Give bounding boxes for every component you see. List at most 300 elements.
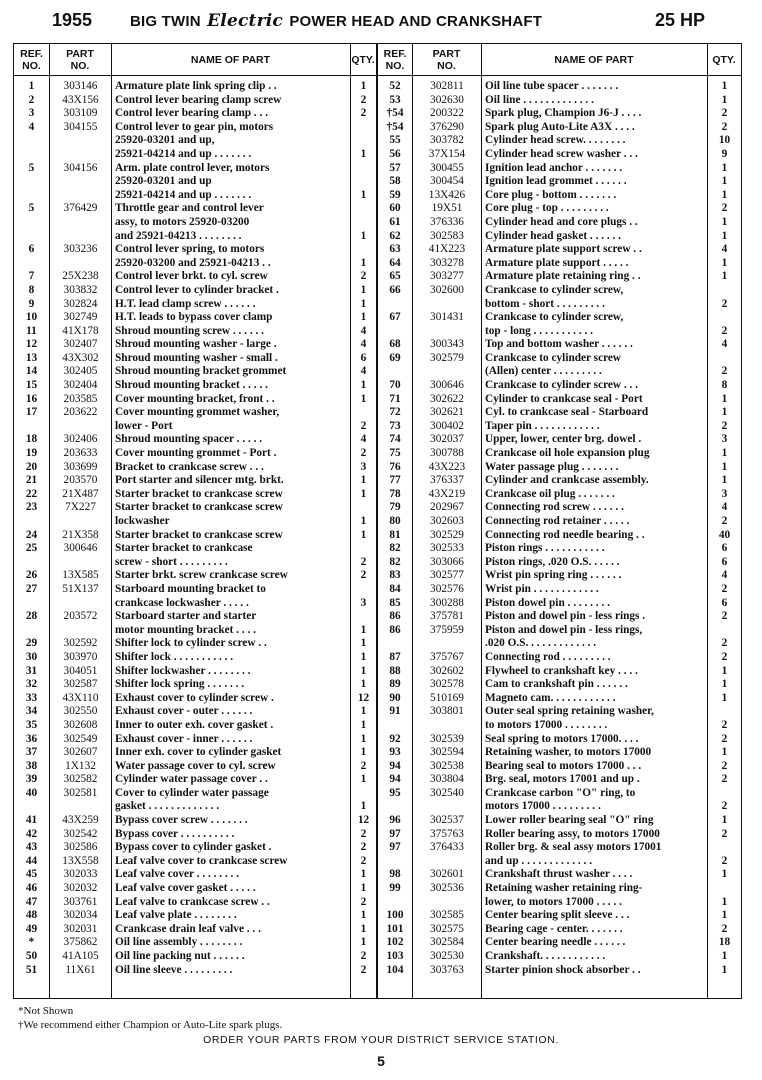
ref-number: 35 — [25, 718, 38, 731]
table-row — [14, 665, 376, 679]
table-row — [14, 515, 376, 529]
part-name: Piston rings, .020 O.S. . . . . . — [485, 555, 620, 568]
ref-number: 52 — [389, 80, 401, 92]
part-name: Starter brkt. screw crankcase screw — [115, 569, 288, 582]
table-row — [14, 379, 376, 393]
quantity: 1 — [360, 487, 367, 500]
part-name: gasket . . . . . . . . . . . . . — [115, 800, 220, 813]
ref-number: 87 — [389, 650, 401, 663]
part-number: 202967 — [430, 501, 464, 514]
quantity: 2 — [721, 773, 728, 786]
table-row — [378, 569, 741, 583]
part-number: 300646 — [63, 542, 98, 555]
ref-number: 13 — [25, 351, 38, 364]
table-row — [14, 692, 376, 706]
ref-number: 77 — [389, 474, 401, 487]
part-name: Bypass cover . . . . . . . . . . — [115, 827, 235, 840]
table-row — [378, 705, 741, 719]
table-row — [14, 651, 376, 665]
table-row — [14, 406, 376, 420]
ref-number: 2 — [28, 93, 35, 106]
ref-number: 89 — [389, 678, 401, 691]
part-name: Shroud mounting screw . . . . . . — [115, 324, 264, 337]
title-script-logo: Electric — [207, 11, 283, 31]
part-name: and up . . . . . . . . . . . . . — [485, 854, 593, 867]
ref-number: 79 — [389, 501, 401, 514]
ref-number: 67 — [389, 311, 401, 324]
part-number: 203570 — [63, 474, 98, 487]
part-name: Connecting rod . . . . . . . . . — [485, 650, 611, 663]
ref-number: 80 — [389, 515, 401, 527]
part-number: 41X178 — [62, 324, 99, 337]
ref-number: 14 — [25, 365, 38, 378]
part-name: Oil line sleeve . . . . . . . . . — [115, 963, 233, 976]
part-number: 300402 — [430, 419, 464, 432]
ref-number: 19 — [25, 447, 38, 460]
part-name: Shifter lock to cylinder screw . . — [115, 637, 267, 650]
quantity: 1 — [721, 406, 728, 419]
quantity: 2 — [721, 297, 728, 310]
ref-number: 36 — [25, 732, 38, 745]
part-name: Cover mounting grommet washer, — [115, 406, 280, 419]
part-name: motors 17000 . . . . . . . . . — [485, 800, 601, 813]
ref-number: 6 — [28, 243, 35, 256]
part-name: Crankcase to cylinder screw, — [485, 283, 624, 296]
quantity: 9 — [721, 147, 728, 160]
part-number: 303763 — [430, 963, 464, 976]
part-number: 375862 — [63, 936, 98, 949]
part-number: 303236 — [63, 243, 98, 256]
quantity: 2 — [721, 610, 728, 623]
part-name: Armature plate retaining ring . . — [485, 270, 641, 283]
quantity: 1 — [360, 515, 367, 527]
part-number: 302583 — [430, 229, 464, 242]
quantity: 2 — [360, 963, 367, 976]
table-row — [14, 950, 376, 964]
table-row — [378, 529, 741, 543]
quantity: 2 — [721, 854, 728, 867]
quantity: 12 — [357, 814, 370, 827]
quantity: 1 — [721, 474, 728, 487]
part-name: Armature plate support . . . . . — [485, 256, 629, 269]
ref-number: †54 — [386, 107, 404, 120]
part-name: Oil line packing nut . . . . . . — [115, 950, 245, 962]
part-number: 302592 — [63, 637, 98, 650]
quantity: 2 — [721, 107, 728, 120]
year: 1955 — [52, 10, 93, 30]
ref-number: 38 — [25, 759, 38, 772]
part-name: Flywheel to crankshaft key . . . . — [485, 664, 638, 677]
part-name: Bearing cage - center. . . . . . . — [485, 922, 623, 935]
quantity: 1 — [721, 909, 728, 922]
table-row — [378, 882, 741, 896]
table-row — [378, 800, 741, 814]
ref-number: 83 — [389, 569, 401, 582]
quantity: 3 — [360, 460, 367, 473]
table-row — [378, 610, 741, 624]
part-name: Throttle gear and control lever — [115, 202, 264, 215]
part-number: 302600 — [430, 283, 464, 296]
table-row — [378, 828, 741, 842]
part-number: 302404 — [63, 379, 98, 392]
part-number: 203585 — [63, 392, 98, 405]
quantity: 2 — [360, 555, 367, 568]
part-name: Piston and dowel pin - less rings, — [485, 623, 643, 636]
part-number: 303278 — [430, 256, 464, 269]
quantity: 2 — [721, 365, 728, 378]
quantity: 1 — [360, 392, 367, 405]
ref-number: 30 — [25, 650, 38, 663]
part-number: 37X154 — [428, 147, 466, 160]
table-row — [14, 583, 376, 597]
quantity: 2 — [721, 650, 728, 663]
table-row — [14, 719, 376, 733]
parts-table-left — [13, 43, 377, 999]
ref-number: 78 — [389, 487, 401, 500]
part-number: 302536 — [430, 882, 464, 895]
part-number: 7X227 — [65, 501, 96, 514]
quantity: 3 — [721, 487, 728, 500]
part-number: 300454 — [430, 175, 464, 188]
ref-number: 31 — [25, 664, 38, 677]
part-number: 375763 — [430, 827, 464, 840]
part-number: 304156 — [63, 161, 98, 174]
part-name: H.T. lead clamp screw . . . . . . — [115, 297, 256, 310]
table-row — [378, 678, 741, 692]
quantity: 2 — [360, 827, 367, 840]
part-name: Leaf valve cover . . . . . . . . — [115, 868, 240, 881]
table-row — [14, 257, 376, 271]
quantity: 1 — [360, 297, 367, 310]
part-name: Crankcase to cylinder screw, — [485, 311, 624, 324]
ref-number: 63 — [389, 243, 401, 256]
part-name: Brg. seal, motors 17001 and up . — [485, 773, 640, 786]
table-row — [378, 121, 741, 135]
header-qty: QTY. — [712, 53, 736, 66]
part-name: Control lever brkt. to cyl. screw — [115, 270, 268, 283]
ref-number: 73 — [389, 419, 401, 432]
table-row — [14, 678, 376, 692]
table-row — [14, 162, 376, 176]
page-header — [0, 8, 762, 36]
ref-number: 4 — [28, 120, 35, 133]
part-name: Wrist pin . . . . . . . . . . . . — [485, 582, 599, 595]
part-name: Armature plate link spring clip . . — [115, 80, 277, 92]
part-number: 41X223 — [428, 243, 466, 256]
ref-number: 47 — [25, 895, 38, 908]
part-number: 302579 — [430, 351, 464, 364]
quantity: 1 — [360, 882, 367, 895]
part-name: Shroud mounting washer - large . — [115, 338, 277, 351]
quantity: 10 — [718, 134, 731, 147]
part-name: Shifter lock spring . . . . . . . — [115, 678, 245, 691]
quantity: 1 — [721, 93, 728, 106]
quantity: 1 — [721, 746, 728, 759]
part-name: Roller brg. & seal assy motors 17001 — [485, 841, 662, 854]
table-row — [14, 121, 376, 135]
part-name: lower, to motors 17000 . . . . . — [485, 895, 623, 908]
part-number: 302587 — [63, 678, 98, 691]
table-row — [378, 746, 741, 760]
part-number: 43X223 — [428, 460, 466, 473]
table-row — [14, 746, 376, 760]
order-notice: ORDER YOUR PARTS FROM YOUR DISTRICT SERVICE STATION. — [203, 1034, 559, 1046]
quantity: 1 — [360, 705, 367, 718]
table-row — [14, 501, 376, 515]
part-number: 302540 — [430, 786, 464, 799]
part-number: 303804 — [430, 773, 464, 786]
ref-number: 66 — [389, 283, 401, 296]
ref-number: 7 — [28, 270, 35, 283]
part-number: 304155 — [63, 120, 98, 133]
part-name: Starter bracket to crankcase — [115, 542, 253, 555]
part-name: bottom - short . . . . . . . . . — [485, 297, 605, 310]
part-number: 376336 — [430, 215, 464, 228]
table-row — [14, 474, 376, 488]
part-number: 302602 — [430, 664, 464, 677]
part-name: Crankcase to cylinder screw . . . — [485, 379, 639, 392]
quantity: 1 — [360, 746, 367, 759]
quantity: 4 — [721, 569, 728, 582]
quantity: 1 — [721, 814, 728, 827]
ref-number: 74 — [389, 433, 401, 446]
table-body — [14, 80, 376, 977]
part-number: 43X302 — [62, 351, 99, 364]
table-row — [14, 447, 376, 461]
ref-number: 85 — [389, 596, 401, 609]
table-row — [14, 488, 376, 502]
header-part: PART NO. — [432, 47, 461, 72]
ref-number: 64 — [389, 256, 401, 269]
part-name: Cylinder head screw. . . . . . . . — [485, 134, 626, 147]
table-row — [378, 556, 741, 570]
table-row — [378, 733, 741, 747]
quantity: 1 — [721, 678, 728, 691]
quantity: 2 — [360, 950, 367, 962]
quantity: 1 — [360, 773, 367, 786]
table-row — [14, 107, 376, 121]
quantity: 40 — [718, 528, 731, 541]
table-row — [378, 338, 741, 352]
part-name: Cylinder head screw washer . . . — [485, 147, 638, 160]
part-number: 13X585 — [62, 569, 99, 582]
quantity: 2 — [360, 841, 367, 854]
quantity: 2 — [721, 718, 728, 731]
part-name: Bypass cover to cylinder gasket . — [115, 841, 272, 854]
part-name: Core plug - bottom . . . . . . . — [485, 188, 617, 201]
quantity: 8 — [721, 379, 728, 392]
part-number: 376290 — [430, 120, 464, 133]
quantity: 6 — [360, 351, 367, 364]
ref-number: 33 — [25, 691, 38, 704]
part-name: Water passage plug . . . . . . . — [485, 460, 619, 473]
part-name: assy, to motors 25920-03200 — [115, 215, 250, 228]
part-name: 25921-04214 and up . . . . . . . — [115, 147, 252, 160]
part-number: 302576 — [430, 582, 464, 595]
ref-number: 68 — [389, 338, 401, 351]
table-row — [14, 896, 376, 910]
table-row — [378, 787, 741, 801]
ref-number: * — [28, 936, 35, 949]
part-name: Oil line . . . . . . . . . . . . . — [485, 93, 594, 106]
quantity: 1 — [721, 256, 728, 269]
part-number: 21X358 — [62, 528, 99, 541]
table-row — [14, 868, 376, 882]
quantity: 1 — [360, 732, 367, 745]
horsepower: 25 HP — [655, 10, 706, 30]
part-name: Cyl. to crankcase seal - Starboard — [485, 406, 649, 419]
table-row — [14, 773, 376, 787]
table-row — [378, 175, 741, 189]
part-number: 19X51 — [431, 202, 463, 215]
part-number: 301431 — [430, 311, 464, 324]
quantity: 4 — [721, 501, 728, 514]
quantity: 1 — [360, 311, 367, 324]
part-number: 302601 — [430, 868, 464, 881]
table-row — [14, 243, 376, 257]
quantity: 1 — [360, 650, 367, 663]
table-row — [14, 800, 376, 814]
quantity: 6 — [721, 596, 728, 609]
ref-number: 42 — [25, 827, 38, 840]
quantity: 1 — [360, 528, 367, 541]
quantity: 2 — [721, 120, 728, 133]
ref-number: 10 — [25, 311, 38, 324]
part-name: Armature plate support screw . . — [485, 243, 642, 256]
part-name: Crankcase to cylinder screw — [485, 351, 622, 364]
table-body — [378, 80, 741, 977]
ref-number: 37 — [25, 746, 38, 759]
note-spark-plugs: †We recommend either Champion or Auto-Lite spark plugs. — [18, 1019, 283, 1031]
part-name: Spark plug Auto-Lite A3X . . . . — [485, 120, 635, 133]
part-name: Starter bracket to crankcase screw — [115, 487, 283, 500]
part-number: 302584 — [430, 936, 464, 949]
part-name: .020 O.S. . . . . . . . . . . . . — [485, 637, 597, 650]
quantity: 2 — [721, 759, 728, 772]
quantity: 1 — [360, 147, 367, 160]
part-name: Crankshaft thrust washer . . . . — [485, 868, 633, 881]
ref-number: 41 — [25, 814, 38, 827]
table-row — [14, 365, 376, 379]
quantity: 4 — [360, 338, 367, 351]
part-name: screw - short . . . . . . . . . — [115, 555, 228, 568]
ref-number: 27 — [25, 582, 38, 595]
quantity: 1 — [360, 909, 367, 922]
part-number: 302585 — [430, 909, 464, 922]
quantity: 1 — [360, 283, 367, 296]
quantity: 18 — [718, 936, 731, 949]
part-number: 302539 — [430, 732, 464, 745]
table-row — [378, 515, 741, 529]
part-name: 25920-03201 and up — [115, 175, 212, 188]
table-row — [378, 474, 741, 488]
table-row — [378, 841, 741, 855]
table-row — [14, 216, 376, 230]
page-number: 5 — [377, 1053, 385, 1069]
quantity: 1 — [360, 922, 367, 935]
ref-number: 40 — [25, 786, 38, 799]
quantity: 4 — [360, 365, 367, 378]
ref-number: 29 — [25, 637, 38, 650]
part-number: 302407 — [63, 338, 98, 351]
ref-number: 20 — [25, 460, 38, 473]
quantity: 1 — [360, 637, 367, 650]
ref-number: 51 — [25, 963, 38, 976]
part-number: 302549 — [63, 732, 98, 745]
part-number: 200322 — [430, 107, 464, 120]
table-row — [14, 542, 376, 556]
table-row — [14, 760, 376, 774]
part-name: Oil line assembly . . . . . . . . — [115, 936, 243, 949]
table-row — [378, 814, 741, 828]
part-number: 302406 — [63, 433, 98, 446]
table-row — [14, 733, 376, 747]
ref-number: 86 — [389, 610, 401, 623]
part-number: 203622 — [63, 406, 98, 419]
part-name: Port starter and silencer mtg. brkt. — [115, 474, 284, 487]
part-number: 302581 — [63, 786, 98, 799]
part-name: Leaf valve plate . . . . . . . . — [115, 909, 237, 922]
ref-number: †54 — [386, 120, 404, 133]
part-name: 25921-04214 and up . . . . . . . — [115, 188, 252, 201]
part-name: Cover mounting grommet - Port . — [115, 447, 277, 460]
part-name: Wrist pin spring ring . . . . . . — [485, 569, 622, 582]
part-name: Shifter lock . . . . . . . . . . . — [115, 650, 234, 663]
part-name: Roller bearing assy, to motors 17000 — [485, 827, 660, 840]
table-row — [378, 202, 741, 216]
quantity: 1 — [360, 664, 367, 677]
table-row — [378, 189, 741, 203]
ref-number: 94 — [389, 773, 401, 786]
part-number: 303066 — [430, 555, 464, 568]
ref-number: 28 — [25, 610, 38, 623]
ref-number: 24 — [25, 528, 38, 541]
part-number: 376337 — [430, 474, 464, 487]
part-number: 304051 — [63, 664, 98, 677]
table-row — [378, 624, 741, 638]
ref-number: 75 — [389, 447, 401, 460]
ref-number: 53 — [389, 93, 401, 106]
part-name: Leaf valve cover to crankcase screw — [115, 854, 288, 867]
header-name: NAME OF PART — [190, 53, 271, 66]
part-name: Control lever spring, to motors — [115, 243, 265, 256]
ref-number: 3 — [28, 107, 35, 120]
part-number: 302622 — [430, 392, 464, 405]
part-name: Taper pin . . . . . . . . . . . . — [485, 419, 600, 432]
quantity: 6 — [721, 542, 728, 555]
part-name: lockwasher — [115, 515, 170, 527]
note-not-shown: *Not Shown — [18, 1005, 74, 1017]
ref-number: 12 — [25, 338, 38, 351]
table-row — [378, 950, 741, 964]
ref-number: 98 — [389, 868, 401, 881]
ref-number: 32 — [25, 678, 38, 691]
table-row — [378, 80, 741, 94]
ref-number: 65 — [389, 270, 401, 283]
quantity: 1 — [360, 800, 367, 813]
ref-number: 90 — [389, 691, 401, 704]
ref-number: 5 — [28, 161, 35, 174]
ref-number: 23 — [25, 501, 38, 514]
quantity: 1 — [721, 950, 728, 962]
part-number: 43X156 — [62, 93, 99, 106]
table-row — [378, 461, 741, 475]
table-row — [378, 651, 741, 665]
table-row — [378, 433, 741, 447]
part-number: 302577 — [430, 569, 464, 582]
table-row — [14, 134, 376, 148]
quantity: 1 — [721, 175, 728, 188]
